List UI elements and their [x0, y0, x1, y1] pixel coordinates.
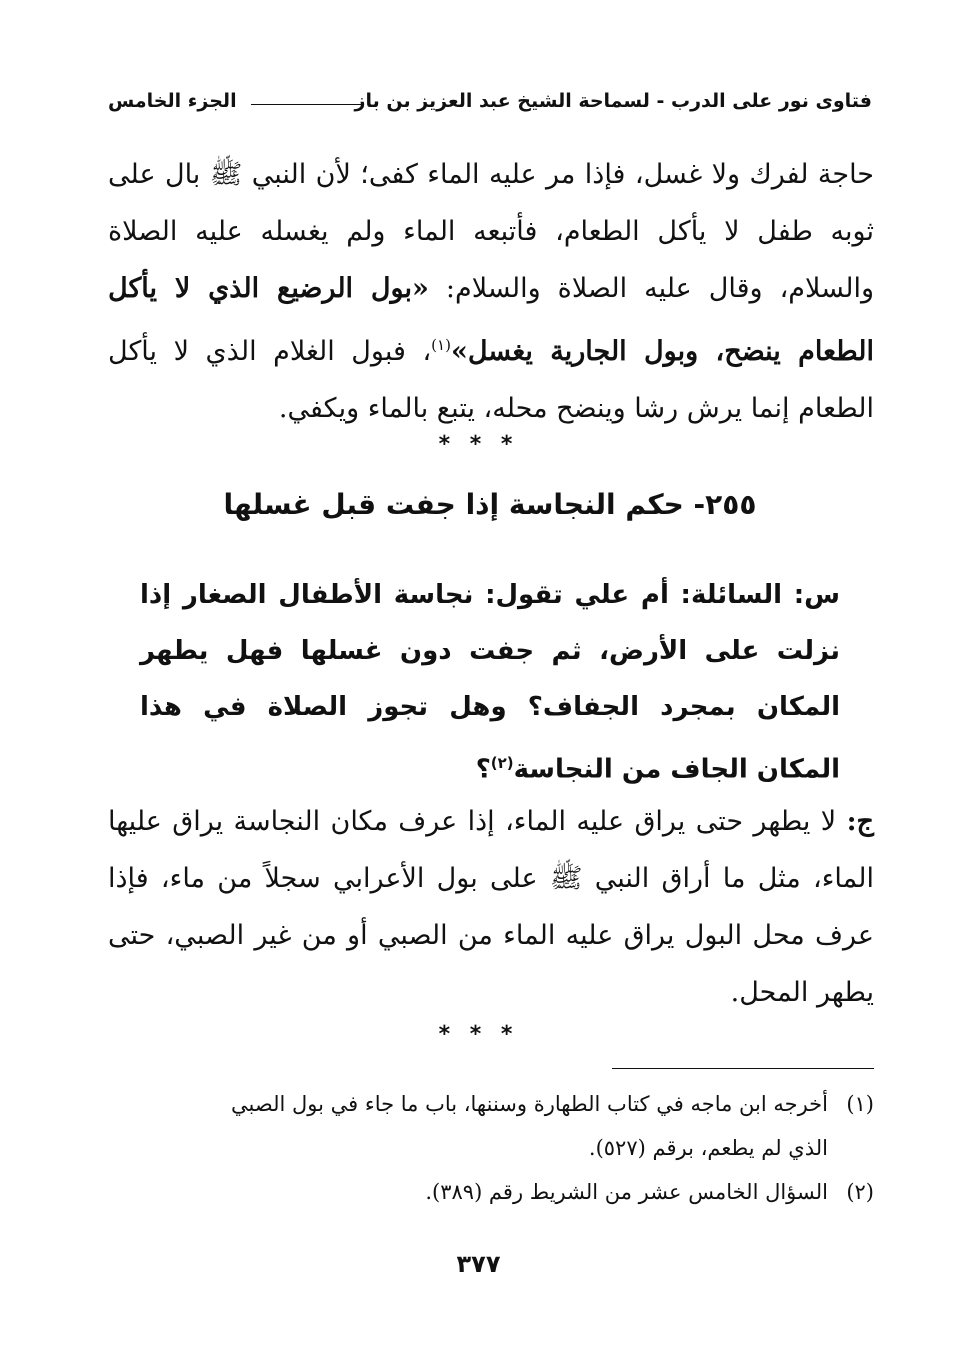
- footnote-ref-2[interactable]: (٢): [490, 754, 514, 772]
- question-paragraph: [140, 567, 840, 798]
- book-title: فتاوى نور على الدرب - لسماحة الشيخ عبد العزيز بن باز: [354, 90, 872, 112]
- intro-text-part-1: حاجة لفرك ولا غسل، فإذا مر عليه الماء كفى؛ لأن النبي ﷺ بال على ثوبه طفل لا يأكل الطعام، فأتبعه الماء ولم يغسله عليه الصلاة والسلام، وقال عليه الصلاة والسلام:: [108, 159, 874, 304]
- footnote-text-continued: الذي لم يطعم، برقم (٥٢٧).: [588, 1136, 828, 1160]
- question-label: س:: [793, 580, 840, 610]
- answer-text: لا يطهر حتى يراق عليه الماء، إذا عرف مكان النجاسة يراق عليها الماء، مثل ما أراق النبي ﷺ على بول الأعرابي سجلاً من ماء، فإذا عرف محل البول يراق عليه الماء من الصبي أو من غير الصبي، حتى يطهر المحل.: [108, 806, 874, 1008]
- footnote-1: [108, 1082, 874, 1170]
- footnote-ref-1[interactable]: (١): [431, 336, 451, 354]
- section-title: ٢٥٥- حكم النجاسة إذا جفت قبل غسلها: [223, 488, 757, 521]
- volume-label: الجزء الخامس: [108, 90, 237, 112]
- footnote-number: (٢): [846, 1180, 874, 1204]
- footnotes: [108, 1082, 874, 1214]
- running-header: [108, 84, 872, 124]
- footnote-2: [108, 1170, 874, 1214]
- footnote-text: أخرجه ابن ماجه في كتاب الطهارة وسننها، باب ما جاء في بول الصبي: [231, 1092, 828, 1116]
- hadith-quote: «بول الرضيع الذي لا يأكل الطعام ينضح، وبول الجارية يغسل»: [108, 273, 874, 367]
- answer-label: ج:: [846, 806, 874, 837]
- footnote-number: (١): [846, 1092, 874, 1116]
- page-number: ٣٧٧: [456, 1250, 501, 1278]
- section-separator: * * *: [438, 1022, 519, 1047]
- question-end: ؟: [475, 754, 491, 785]
- intro-paragraph: [108, 146, 874, 437]
- section-separator: * * *: [438, 432, 519, 457]
- question-text: السائلة: أم علي تقول: نجاسة الأطفال الصغار إذا نزلت على الأرض، ثم جفت دون غسلها فهل يطهر المكان بمجرد الجفاف؟ وهل تجوز الصلاة في هذا المكان الجاف من النجاسة: [140, 580, 840, 785]
- footnote-text: السؤال الخامس عشر من الشريط رقم (٣٨٩).: [425, 1180, 828, 1204]
- footnote-rule: [612, 1068, 874, 1069]
- intro-text-part-2: ، فبول الغلام الذي لا يأكل الطعام إنما يرش رشا وينضح محله، يتبع بالماء ويكفي.: [108, 336, 874, 424]
- answer-paragraph: [108, 793, 874, 1021]
- header-rule: [251, 104, 362, 105]
